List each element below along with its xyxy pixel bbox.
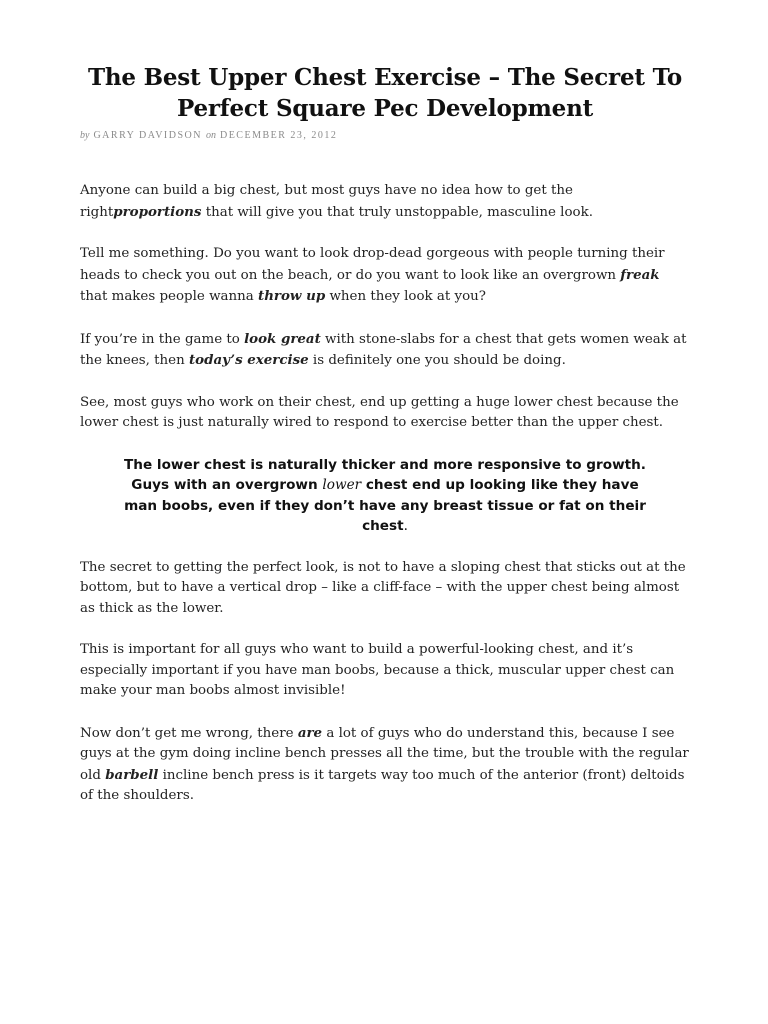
- byline-on: on: [205, 130, 216, 141]
- quote-text: The lower chest is naturally thicker and more responsive to growth. Guys with an overgrown: [124, 456, 646, 493]
- paragraph-5: The secret to getting the perfect look, is not to have a sloping chest that sticks out at the bottom, but to have a vertical drop – like a cliff-face – with the upper chest being almost as thick as the lower.: [80, 559, 686, 616]
- emphasis-text: freak: [620, 266, 660, 283]
- emphasis-text: throw up: [258, 288, 326, 304]
- quote-period: .: [403, 518, 408, 534]
- paragraph-text: a lot of guys who do understand this, because I see guys at the gym doing incline bench presses all the time, but the trouble with the regular old: [80, 725, 689, 783]
- paragraph-text: that makes people wanna: [80, 289, 259, 304]
- byline-date: DECEMBER 23, 2012: [219, 130, 338, 141]
- paragraph-3: [80, 329, 690, 372]
- byline: [80, 130, 690, 141]
- emphasis-text: barbell: [105, 766, 159, 783]
- emphasis-text: look great: [244, 330, 321, 347]
- paragraph-1: [80, 181, 690, 223]
- paragraph-2: [80, 244, 690, 308]
- emphasis-text: today’s exercise: [188, 352, 309, 368]
- byline-by: by: [80, 130, 90, 141]
- quote-text: chest end up looking like they have man boobs, even if they don’t have any breast tissue or fat on their chest: [124, 477, 646, 534]
- paragraph-6: This is important for all guys who want to build a powerful-looking chest, and it’s especially important if you have man boobs, because a thick, muscular upper chest can make your man boobs almost invisible!: [80, 642, 675, 698]
- emphasis-text: proportions: [113, 203, 202, 220]
- pull-quote: [120, 455, 650, 537]
- paragraph-text: Tell me something. Do you want to look drop-dead gorgeous with people turning their heads to check you out on the beach, or do you want to look like an overgrown: [80, 246, 665, 283]
- paragraph-text: that will give you that truly unstoppable, masculine look.: [201, 204, 593, 220]
- article-title: The Best Upper Chest Exercise – The Secret To Perfect Square Pec Development: [87, 64, 683, 122]
- article: [80, 62, 690, 828]
- quote-emphasis: lower: [322, 477, 362, 493]
- paragraph-4: See, most guys who work on their chest, end up getting a huge lower chest because the lower chest is just naturally wired to respond to exercise better than the upper chest.: [80, 394, 679, 430]
- paragraph-text: Anyone can build a big chest, but most guys have no idea how to get the right: [80, 183, 573, 220]
- paragraph-text: with stone-slabs for a chest that gets women weak at the knees, then: [80, 331, 687, 368]
- paragraph-text: Now don’t get me wrong, there: [80, 725, 298, 741]
- paragraph-7: [80, 723, 690, 807]
- paragraph-text: incline bench press is it targets way too much of the anterior (front) deltoids of the shoulders.: [80, 767, 685, 803]
- paragraph-text: when they look at you?: [325, 289, 486, 304]
- byline-author[interactable]: GARRY DAVIDSON: [93, 130, 202, 141]
- paragraph-text: If you’re in the game to: [80, 331, 245, 347]
- emphasis-text: are: [297, 724, 323, 741]
- paragraph-text: is definitely one you should be doing.: [308, 353, 566, 368]
